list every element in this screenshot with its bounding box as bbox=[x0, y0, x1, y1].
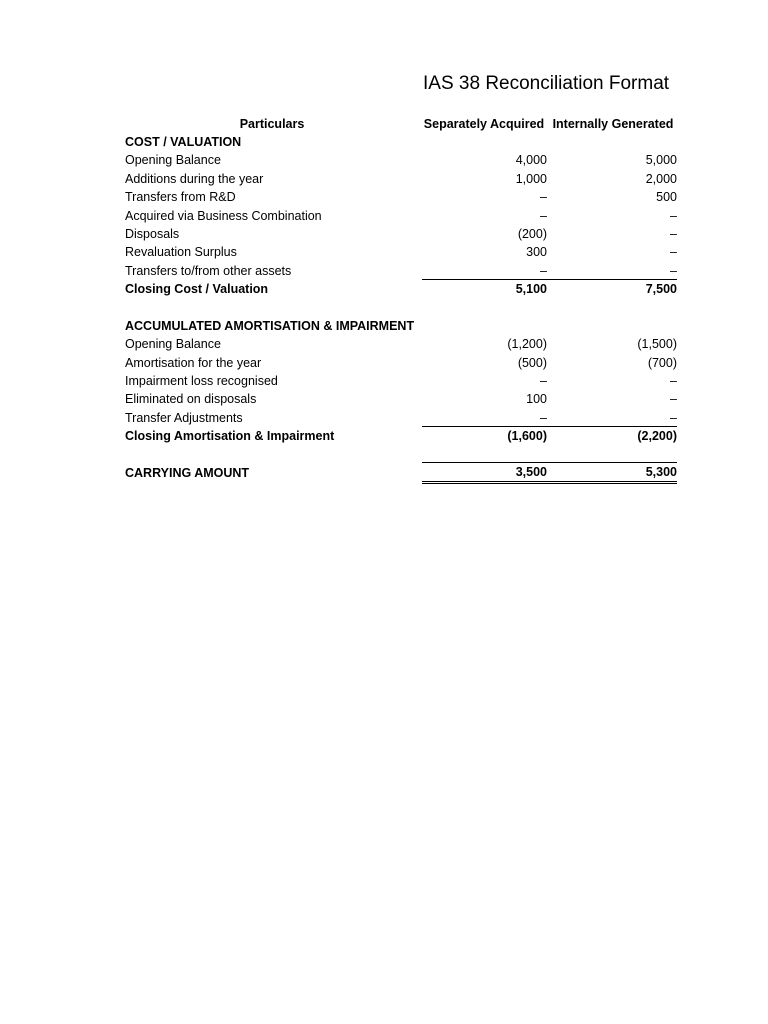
value-separately-acquired: 4,000 bbox=[515, 153, 547, 168]
table-row bbox=[0, 354, 768, 372]
table-row bbox=[0, 390, 768, 408]
row-label: Transfers from R&D bbox=[125, 190, 236, 205]
column-header-particulars: Particulars bbox=[239, 117, 305, 131]
table-row bbox=[0, 151, 768, 169]
value-internally-generated: – bbox=[670, 245, 677, 260]
value-separately-acquired: 1,000 bbox=[515, 171, 547, 186]
value-separately-acquired: (1,200) bbox=[507, 337, 547, 352]
row-label: Transfers to/from other assets bbox=[125, 263, 292, 278]
row-label: Acquired via Business Combination bbox=[125, 208, 322, 223]
value-internally-generated: – bbox=[670, 263, 677, 278]
value-internally-generated: 5,000 bbox=[645, 153, 677, 168]
column-header-separately-acquired: Separately Acquired bbox=[423, 117, 545, 131]
row-label: Amortisation for the year bbox=[125, 355, 262, 370]
value-separately-acquired: 3,500 bbox=[422, 462, 547, 484]
value-internally-generated: 5,300 bbox=[547, 462, 677, 484]
column-header-internally-generated: Internally Generated bbox=[552, 117, 674, 131]
value-separately-acquired: – bbox=[540, 410, 547, 425]
row-label: Eliminated on disposals bbox=[125, 392, 257, 407]
value-internally-generated: 500 bbox=[656, 190, 677, 205]
row-label: Additions during the year bbox=[125, 171, 264, 186]
value-internally-generated: (1,500) bbox=[637, 337, 677, 352]
value-internally-generated: 2,000 bbox=[645, 171, 677, 186]
table-row bbox=[0, 243, 768, 261]
value-internally-generated: – bbox=[670, 374, 677, 389]
row-label: Opening Balance bbox=[125, 153, 221, 168]
value-separately-acquired: (1,600) bbox=[422, 426, 547, 445]
table-row bbox=[0, 133, 768, 151]
spacer-row bbox=[0, 299, 768, 317]
value-internally-generated: (700) bbox=[647, 355, 677, 370]
value-separately-acquired: 100 bbox=[526, 392, 547, 407]
value-internally-generated: (2,200) bbox=[547, 426, 677, 445]
value-separately-acquired: – bbox=[540, 263, 547, 278]
table-row bbox=[0, 225, 768, 243]
reconciliation-table bbox=[0, 133, 768, 482]
table-row bbox=[0, 188, 768, 206]
value-internally-generated: – bbox=[670, 226, 677, 241]
value-internally-generated: – bbox=[670, 208, 677, 223]
table-row bbox=[0, 280, 768, 298]
table-row bbox=[0, 464, 768, 482]
table-row bbox=[0, 409, 768, 427]
page-title: IAS 38 Reconciliation Format bbox=[423, 73, 670, 94]
row-label: Opening Balance bbox=[125, 337, 221, 352]
row-label: Disposals bbox=[125, 226, 180, 241]
row-label: Transfer Adjustments bbox=[125, 410, 243, 425]
value-separately-acquired: 300 bbox=[526, 245, 547, 260]
table-row bbox=[0, 207, 768, 225]
table-row bbox=[0, 335, 768, 353]
value-internally-generated: 7,500 bbox=[547, 279, 677, 298]
value-separately-acquired: (500) bbox=[517, 355, 547, 370]
value-separately-acquired: 5,100 bbox=[422, 279, 547, 298]
row-label: CARRYING AMOUNT bbox=[125, 466, 250, 481]
value-separately-acquired: – bbox=[540, 190, 547, 205]
value-separately-acquired: (200) bbox=[517, 226, 547, 241]
row-label: Closing Cost / Valuation bbox=[125, 282, 269, 297]
table-row bbox=[0, 317, 768, 335]
table-row bbox=[0, 427, 768, 445]
table-row bbox=[0, 372, 768, 390]
table-row bbox=[0, 170, 768, 188]
table-row bbox=[0, 262, 768, 280]
row-label: ACCUMULATED AMORTISATION & IMPAIRMENT bbox=[125, 318, 415, 333]
row-label: Revaluation Surplus bbox=[125, 245, 237, 260]
value-separately-acquired: – bbox=[540, 374, 547, 389]
row-label: Impairment loss recognised bbox=[125, 374, 278, 389]
row-label: COST / VALUATION bbox=[125, 135, 242, 149]
row-label: Closing Amortisation & Impairment bbox=[125, 429, 335, 444]
value-separately-acquired: – bbox=[540, 208, 547, 223]
value-internally-generated: – bbox=[670, 410, 677, 425]
value-internally-generated: – bbox=[670, 392, 677, 407]
